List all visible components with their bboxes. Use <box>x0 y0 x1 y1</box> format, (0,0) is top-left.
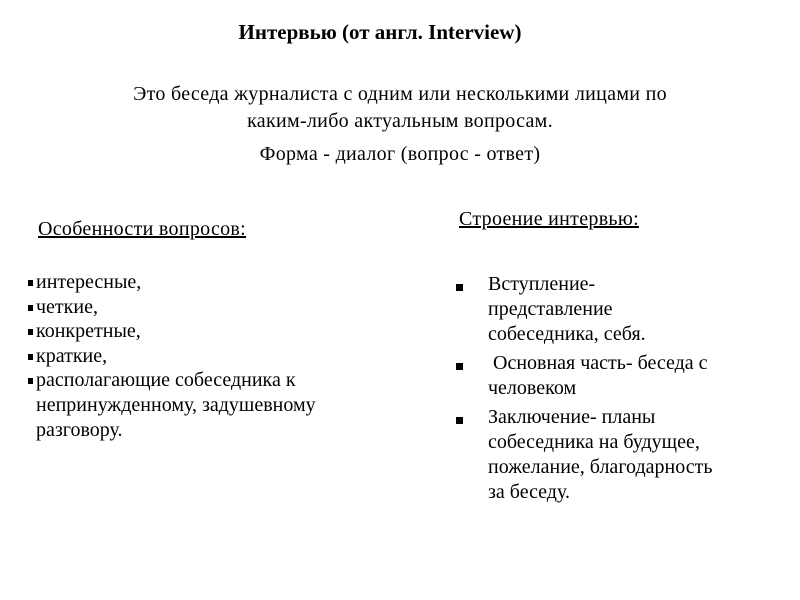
list-item: четкие, <box>26 295 326 320</box>
form-line: Форма - диалог (вопрос - ответ) <box>259 143 541 165</box>
list-item: краткие, <box>26 344 326 369</box>
interview-structure-heading: Строение интервью: <box>459 208 639 230</box>
list-item: Заключение- планы собеседника на будущее, пожелание, благодарность за беседу. <box>452 405 718 505</box>
interview-structure-list <box>452 272 752 509</box>
definition-line: Это беседа журналиста с одним или несколькими лицами по <box>133 83 667 105</box>
question-features-heading: Особенности вопросов: <box>38 218 247 240</box>
list-item: Основная часть- беседа с человеком <box>452 351 768 401</box>
list-item: Вступление-представление собеседника, себя. <box>452 272 688 347</box>
list-item: располагающие собеседника к непринужденному, задушевному разговору. <box>26 368 326 442</box>
question-features-list <box>26 270 326 442</box>
slide-title: Интервью (от англ. Interview) <box>238 20 522 44</box>
list-item: конкретные, <box>26 319 326 344</box>
list-item: интересные, <box>26 270 326 295</box>
definition-line: каким-либо актуальным вопросам. <box>247 110 553 132</box>
